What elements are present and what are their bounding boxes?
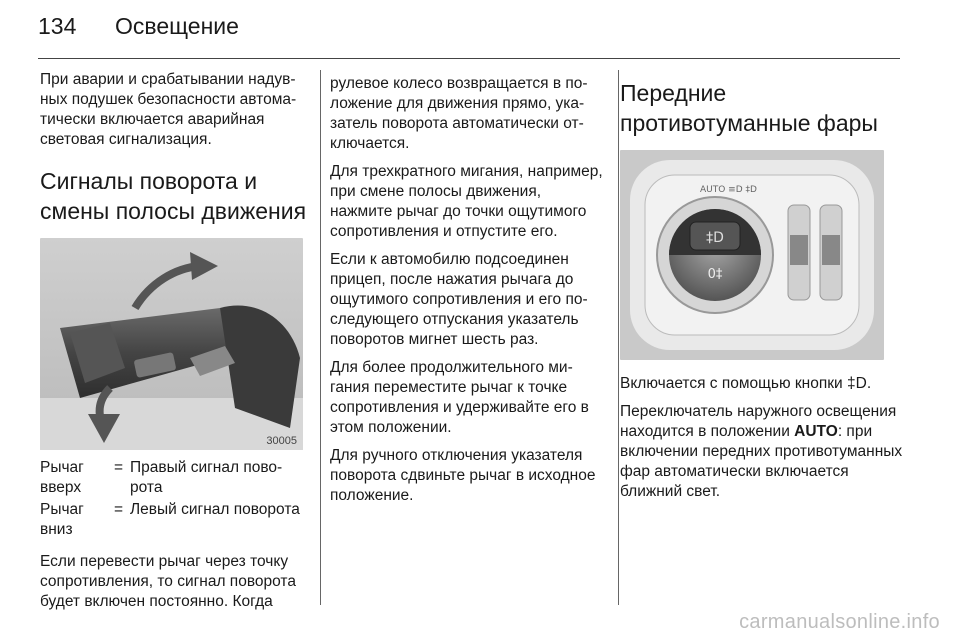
column-2 [330,74,606,514]
paragraph: Для ручного отключения указателя поворота сдвиньте рычаг в исходное положение. [330,447,596,504]
page-number: 134 [38,13,77,39]
svg-text:AUTO ≡D ‡D: AUTO ≡D ‡D [700,185,757,195]
paragraph-auto [620,402,904,502]
legend-eq: = [114,501,124,518]
paragraph: Для более продолжительного мигания переместите рычаг к точке сопротивления и удерживайте его в этом положении. [330,359,589,436]
legend-eq: = [114,459,124,476]
legend-desc: Левый сигнал поворота [130,501,300,518]
auto-label: AUTO [794,423,838,440]
legend-term: Рычаг вниз [40,501,84,538]
text: : при включении передних противотуманных фар автоматически включается ближний свет. [620,423,903,500]
column-divider-2 [618,70,619,605]
paragraph: Включается с помощью кнопки ‡D. [620,375,872,392]
section-heading-turn-signals: Сигналы поворота и смены полосы движения [40,168,307,224]
light-switch-illustration [620,150,884,360]
column-3 [620,78,904,510]
paragraph: Если к автомобилю подсоединен прицеп, после нажатия рычага до ощутимого сопротивления и его последующего отпускания указатель поворотов мигнет шесть раз. [330,251,588,348]
paragraph: Для трехкратного мигания, например, при смене полосы движения, нажмите рычаг до точки ощутимого сопротивления и отпустите его. [330,163,603,240]
header-divider [38,58,900,59]
watermark: carmanualsonline.info [739,611,940,633]
figure-number: 30005 [266,435,297,447]
column-1 [40,70,308,620]
turn-signal-lever-figure [40,238,303,450]
text: Переключатель наружного освещения находится в положении [620,403,897,440]
turn-signal-lever-illustration [40,238,303,450]
legend-term: Рычаг вверх [40,459,84,496]
fog-light-switch-figure [620,150,884,360]
legend-table [40,458,308,542]
svg-text:‡D: ‡D [706,230,724,246]
column-divider-1 [320,70,321,605]
paragraph: рулевое колесо возвращается в положение для движения прямо, указатель поворота автоматически отключается. [330,75,588,152]
page-title: Освещение [115,13,239,39]
legend-desc: Правый сигнал поворота [130,459,283,496]
section-heading-fog-lights: Передние противотуманные фары [620,80,878,136]
svg-text:0‡: 0‡ [707,267,723,282]
intro-paragraph: При аварии и срабатывании надувных подушек безопасности автоматически включается аварийная световая сигнализация. [40,71,297,148]
paragraph-after-legend: Если перевести рычаг через точку сопротивления, то сигнал поворота будет включен постоянно. Когда [40,553,296,610]
